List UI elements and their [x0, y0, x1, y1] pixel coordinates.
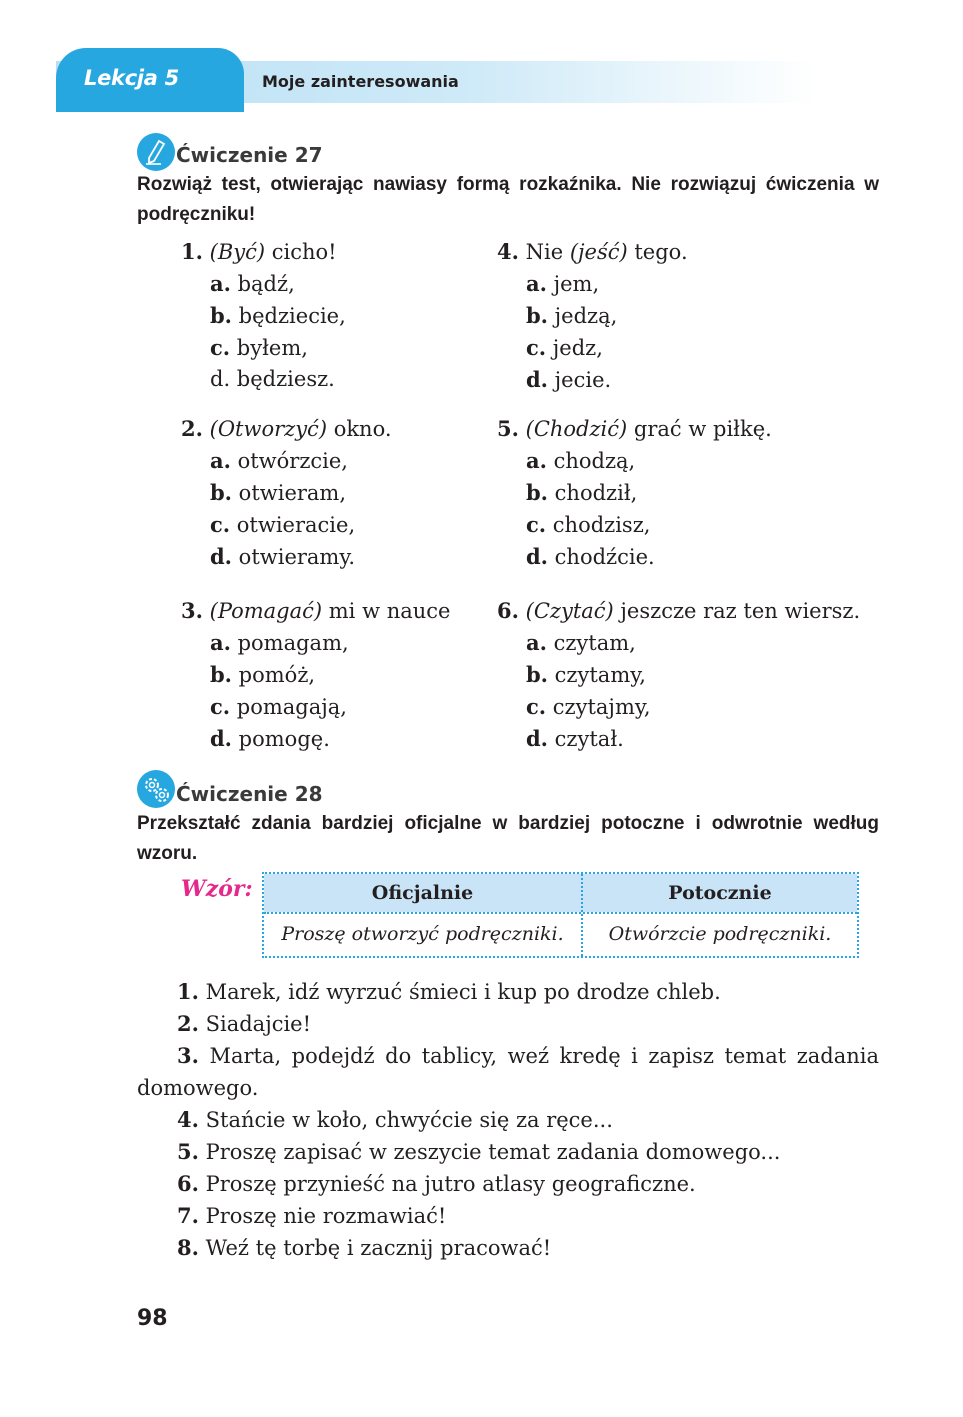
answer-option	[497, 723, 860, 755]
lesson-title: Lekcja 5	[84, 66, 179, 90]
option-letter: d.	[210, 726, 232, 751]
option-text: chodźcie.	[548, 545, 655, 569]
answer-option	[181, 477, 392, 509]
question-text	[497, 413, 772, 445]
answer-option	[497, 332, 688, 364]
question-rest: jeszcze raz ten wiersz.	[613, 599, 861, 623]
option-text: jecie.	[548, 368, 612, 392]
test-question	[497, 236, 688, 396]
answer-option	[497, 364, 688, 396]
answer-option	[181, 332, 346, 364]
option-text: jedz,	[546, 336, 603, 360]
answer-option	[181, 300, 346, 332]
question-verb: (Chodzić)	[525, 417, 628, 441]
option-text: chodzą,	[546, 449, 636, 473]
lesson-subtitle: Moje zainteresowania	[262, 72, 459, 91]
pencil-icon	[137, 133, 175, 171]
exercise-27-instruction: Rozwiąż test, otwierając nawiasy formą rozkaźnika. Nie rozwiązuj ćwiczenia w podręczniku!	[137, 174, 879, 225]
sentence-text: Proszę zapisać w zeszycie temat zadania domowego...	[198, 1140, 781, 1164]
option-text: otwieracie,	[230, 513, 356, 537]
option-letter: c.	[526, 512, 547, 537]
option-text: pomagają,	[230, 695, 347, 719]
option-letter: d.	[526, 726, 548, 751]
answer-option	[497, 445, 772, 477]
answer-option	[497, 477, 772, 509]
sentence-text: Proszę przynieść na jutro atlasy geograficzne.	[198, 1172, 696, 1196]
option-text: chodzisz,	[546, 513, 651, 537]
option-text: otwieramy.	[232, 545, 356, 569]
question-rest: grać w piłkę.	[627, 417, 772, 441]
option-letter: b.	[526, 303, 548, 328]
answer-option	[497, 300, 688, 332]
sentence-number: 4.	[177, 1107, 199, 1132]
exercise-28-title: Ćwiczenie 28	[176, 782, 323, 806]
answer-option	[497, 509, 772, 541]
answer-option	[181, 509, 392, 541]
sentence-number: 7.	[177, 1203, 199, 1228]
test-question	[497, 595, 860, 755]
sentence-text: Marta, podejdź do tablicy, weź kredę i zapisz temat zadania domowego.	[137, 1044, 879, 1100]
question-number: 5.	[497, 416, 519, 441]
sentence-item	[137, 1008, 879, 1040]
option-text: pomogę.	[232, 727, 330, 751]
sentence-number: 2.	[177, 1011, 199, 1036]
option-letter: c.	[526, 694, 547, 719]
sentence-text: Proszę nie rozmawiać!	[198, 1204, 447, 1228]
answer-option	[497, 659, 860, 691]
option-letter: c.	[210, 694, 231, 719]
option-text: czytajmy,	[546, 695, 651, 719]
sentence-item	[137, 1168, 879, 1200]
option-text: jedzą,	[548, 304, 618, 328]
table-header-official: Oficjalnie	[371, 882, 474, 904]
sentence-item	[137, 1104, 879, 1136]
question-number: 3.	[181, 598, 203, 623]
option-letter: d.	[526, 367, 548, 392]
option-letter: b.	[210, 303, 232, 328]
option-text: pomóż,	[232, 663, 316, 687]
option-text: pomagam,	[230, 631, 349, 655]
answer-option	[181, 659, 450, 691]
question-text	[181, 595, 450, 627]
sentence-number: 1.	[177, 979, 199, 1004]
answer-option	[181, 364, 346, 395]
test-question	[181, 413, 392, 573]
question-number: 6.	[497, 598, 519, 623]
exercise-27-title: Ćwiczenie 27	[176, 143, 323, 167]
option-letter: b.	[526, 662, 548, 687]
question-text	[181, 236, 346, 268]
question-rest: mi w nauce	[322, 599, 451, 623]
gears-icon	[137, 770, 175, 808]
question-text	[497, 236, 688, 268]
answer-option	[181, 445, 392, 477]
table-header-colloquial: Potocznie	[668, 882, 772, 904]
answer-option	[181, 723, 450, 755]
option-text: otwieram,	[232, 481, 347, 505]
answer-option	[497, 268, 688, 300]
option-letter: a.	[526, 448, 547, 473]
option-text: byłem,	[230, 336, 308, 360]
option-letter: a.	[210, 448, 231, 473]
option-text: czytał.	[548, 727, 624, 751]
sentence-text: Weź tę torbę i zacznij pracować!	[198, 1236, 552, 1260]
question-text	[181, 413, 392, 445]
test-question	[181, 236, 346, 395]
option-text: jem,	[546, 272, 600, 296]
option-letter: b.	[210, 480, 232, 505]
option-text: czytamy,	[548, 663, 646, 687]
option-text: bądź,	[230, 272, 295, 296]
question-number: 2.	[181, 416, 203, 441]
question-number: 1.	[181, 239, 203, 264]
option-letter: d.	[526, 544, 548, 569]
option-letter: b.	[210, 662, 232, 687]
question-verb: (jeść)	[569, 240, 628, 264]
sentence-item	[137, 976, 879, 1008]
option-letter: a.	[210, 271, 231, 296]
answer-option	[497, 541, 772, 573]
sentence-text: Siadajcie!	[198, 1012, 312, 1036]
option-text: czytam,	[546, 631, 636, 655]
option-text: otwórzcie,	[230, 449, 348, 473]
test-question	[497, 413, 772, 573]
answer-option	[181, 268, 346, 300]
option-text: będziesz.	[230, 367, 335, 391]
question-rest: okno.	[327, 417, 392, 441]
option-letter: d.	[210, 544, 232, 569]
sentence-number: 6.	[177, 1171, 199, 1196]
question-verb: (Być)	[209, 240, 266, 264]
option-letter: c.	[210, 335, 231, 360]
sentence-item	[137, 1136, 879, 1168]
sentence-number: 3.	[177, 1043, 199, 1068]
sentence-number: 5.	[177, 1139, 199, 1164]
sentence-item	[137, 1232, 879, 1264]
option-letter: c.	[526, 335, 547, 360]
sentence-item	[137, 1200, 879, 1232]
sentence-item	[137, 1040, 879, 1104]
page-number: 98	[137, 1306, 168, 1331]
option-letter: a.	[526, 271, 547, 296]
answer-option	[181, 691, 450, 723]
example-label: Wzór:	[181, 876, 253, 902]
option-text: będziecie,	[232, 304, 346, 328]
option-text: chodził,	[548, 481, 638, 505]
question-text	[497, 595, 860, 627]
table-row-divider	[264, 912, 857, 914]
option-letter: b.	[526, 480, 548, 505]
answer-option	[497, 691, 860, 723]
table-cell-colloquial: Otwórzcie podręczniki.	[608, 923, 832, 945]
answer-option	[497, 627, 860, 659]
question-verb: (Czytać)	[525, 599, 614, 623]
table-cell-official: Proszę otworzyć podręczniki.	[281, 923, 564, 945]
question-prefix: Nie	[518, 240, 570, 264]
option-letter: a.	[210, 630, 231, 655]
sentence-text: Stańcie w koło, chwyćcie się za ręce...	[198, 1108, 613, 1132]
exercise-28-instruction: Przekształć zdania bardziej oficjalne w bardziej potoczne i odwrotnie według wzoru.	[137, 813, 879, 864]
question-verb: (Otworzyć)	[209, 417, 328, 441]
answer-option	[181, 627, 450, 659]
sentence-number: 8.	[177, 1235, 199, 1260]
test-question	[181, 595, 450, 755]
option-letter: d.	[210, 367, 231, 391]
answer-option	[181, 541, 392, 573]
question-rest: cicho!	[265, 240, 337, 264]
question-number: 4.	[497, 239, 519, 264]
option-letter: c.	[210, 512, 231, 537]
question-verb: (Pomagać)	[209, 599, 323, 623]
sentence-text: Marek, idź wyrzuć śmieci i kup po drodze chleb.	[198, 980, 721, 1004]
option-letter: a.	[526, 630, 547, 655]
question-rest: tego.	[627, 240, 688, 264]
